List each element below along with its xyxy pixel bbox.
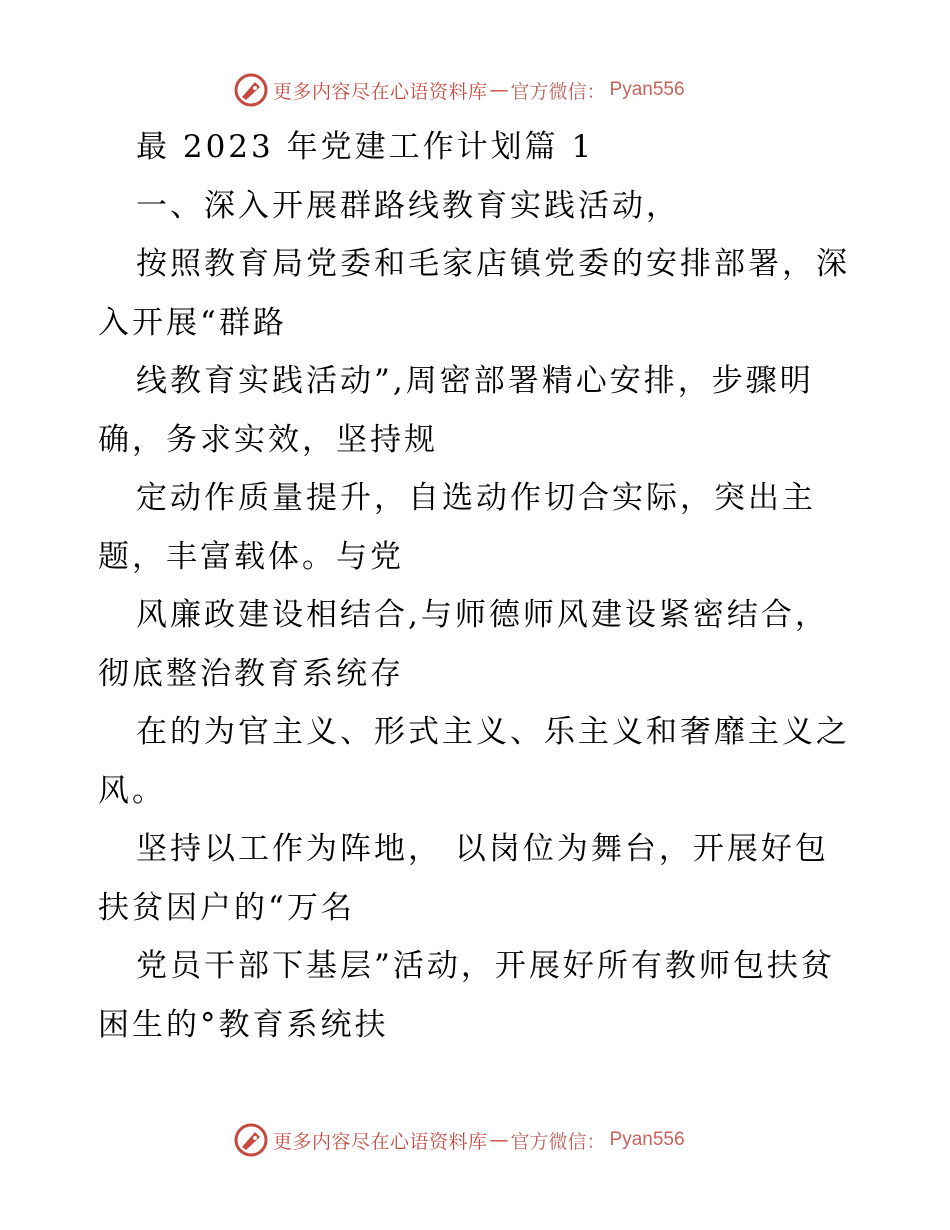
paragraph-line: 风廉政建设相结合,与师德师风建设紧密结合，	[136, 597, 829, 633]
pen-nib-logo-icon	[233, 72, 269, 108]
paragraph-line: 扶贫因户的“万名	[98, 889, 355, 926]
footer-watermark	[233, 1122, 685, 1158]
watermark-wechat-id: Pyan556	[609, 1129, 685, 1150]
paragraph-line: 风。	[98, 772, 166, 809]
document-title: 最 2023 年党建工作计划篇 1	[136, 129, 595, 165]
paragraph-line: 坚持以工作为阵地， 以岗位为舞台，开展好包	[136, 831, 829, 867]
watermark-wechat-label: 官方微信：	[510, 1130, 606, 1153]
paragraph-line: 彻底整治教育系统存	[98, 655, 404, 692]
watermark-site-text: 更多内容尽在心语资料库	[273, 80, 488, 103]
paragraph-line: 党员干部下基层”活动，开展好所有教师包扶贫	[136, 948, 835, 984]
watermark-dash: —	[489, 1129, 509, 1151]
paragraph-line: 入开展“群路	[98, 304, 287, 341]
paragraph-line: 定动作质量提升，自选动作切合实际，突出主	[136, 480, 816, 516]
header-watermark	[233, 72, 685, 108]
paragraph-line: 题，丰富载体。与党	[98, 538, 404, 575]
pen-nib-logo-icon	[233, 1122, 269, 1158]
paragraph-line: 线教育实践活动”,周密部署精心安排，步骤明	[136, 363, 814, 399]
watermark-site-text: 更多内容尽在心语资料库	[273, 1130, 488, 1153]
document-body	[98, 118, 858, 1054]
paragraph-line: 在的为官主义、形式主义、乐主义和奢靡主义之	[136, 714, 850, 750]
watermark-dash: —	[489, 79, 509, 101]
paragraph-line: 按照教育局党委和毛家店镇党委的安排部署，深	[136, 246, 850, 282]
watermark-wechat-id: Pyan556	[609, 79, 685, 100]
section-heading: 一、深入开展群路线教育实践活动，	[136, 187, 680, 224]
paragraph-line: 确，务求实效，坚持规	[98, 421, 438, 458]
paragraph-line: 困生的°教育系统扶	[98, 1006, 389, 1043]
watermark-wechat-label: 官方微信：	[510, 80, 606, 103]
